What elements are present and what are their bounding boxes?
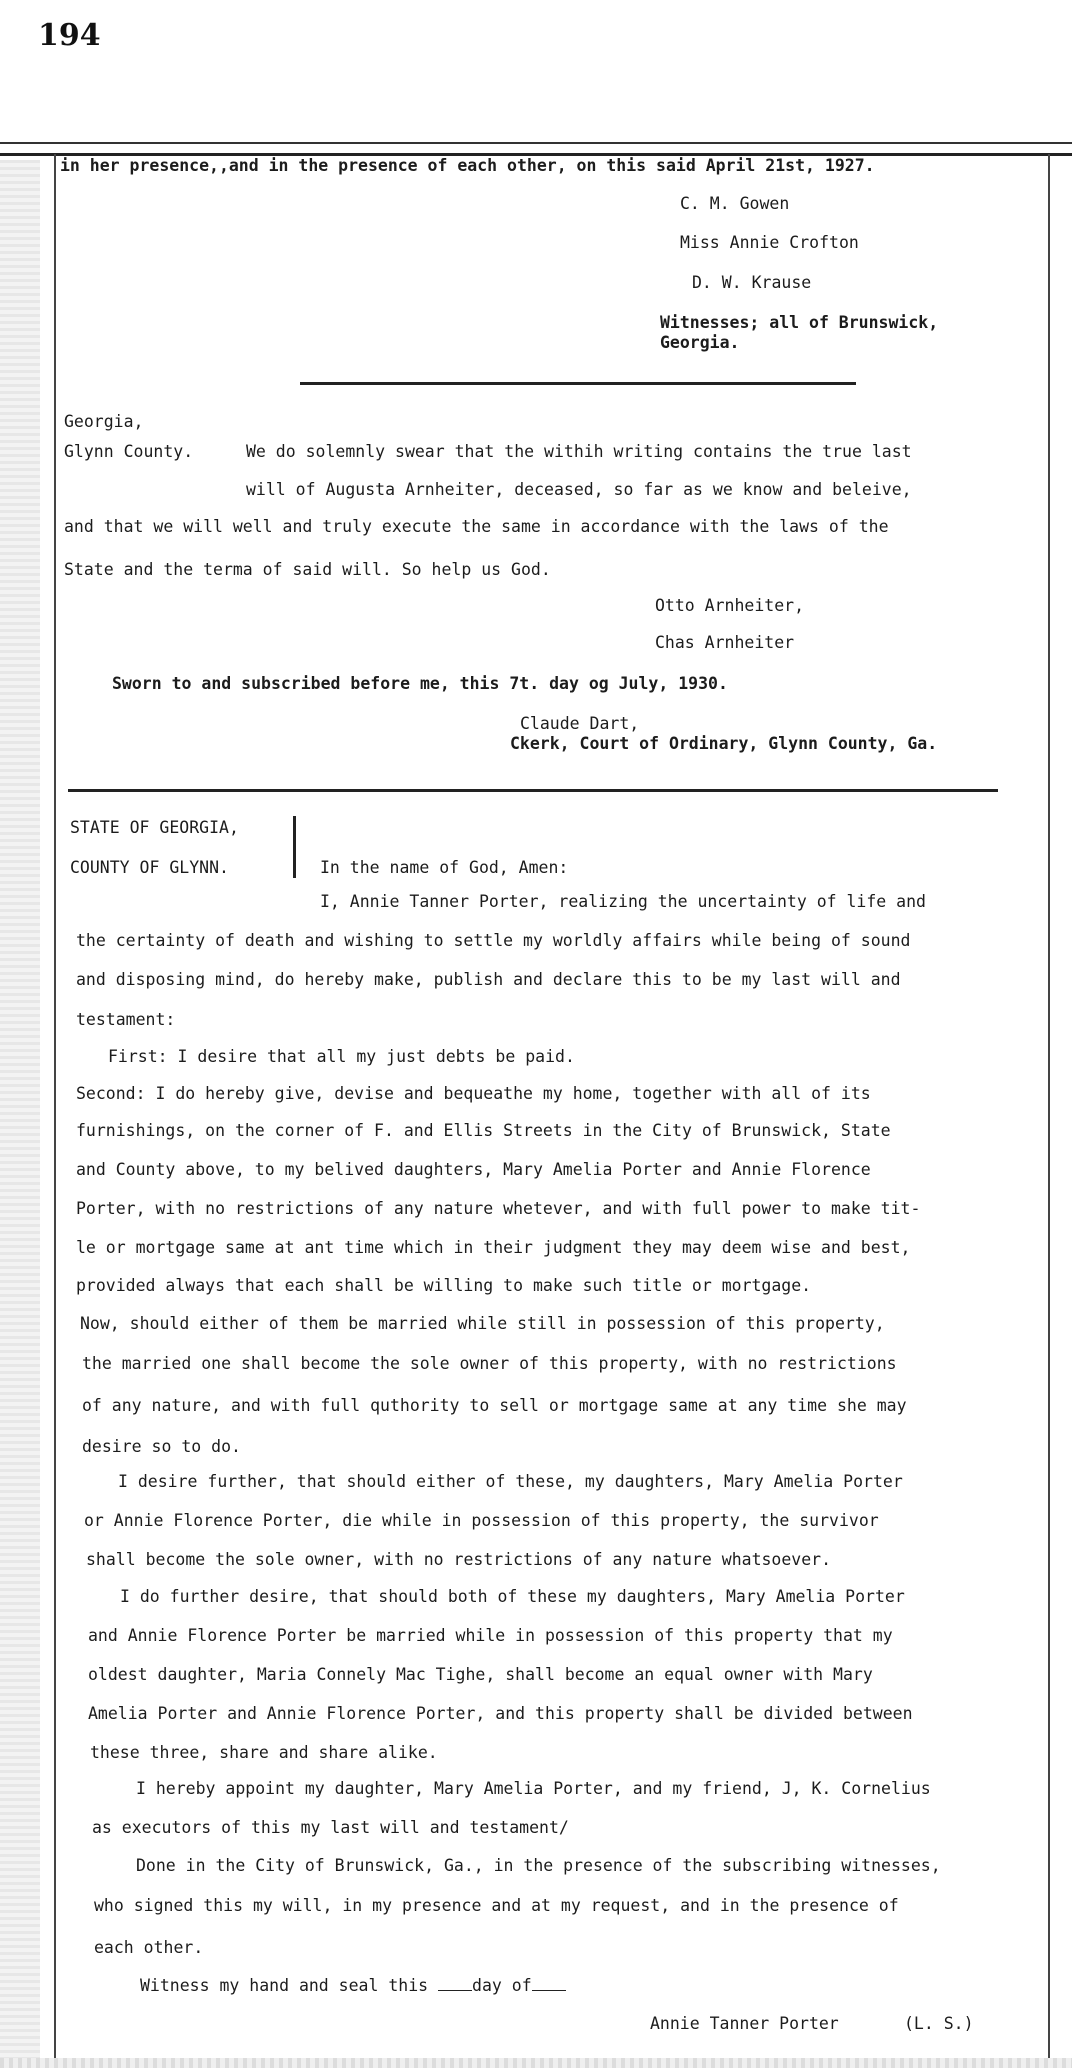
scan-bottom-edge [0,2058,1072,2068]
witness-name: D. W. Krause [692,273,812,292]
testator-signature: Annie Tanner Porter [650,2014,839,2033]
oath-signature: Otto Arnheiter, [655,596,805,615]
will-line: and Annie Florence Porter be married while in possession of this property that my [88,1626,893,1645]
will-line: Amelia Porter and Annie Florence Porter, and this property shall be divided between [88,1704,913,1723]
scan-edge [0,160,40,2068]
will-state: STATE OF GEORGIA, [70,818,239,837]
will-line: testament: [76,1010,176,1029]
will-county: COUNTY OF GLYNN. [70,858,229,877]
oath-state: Georgia, [64,412,144,431]
will-line: the married one shall become the sole owner of this property, with no restrictions [82,1354,897,1373]
witness-name: Miss Annie Crofton [680,233,859,252]
sworn-line: Sworn to and subscribed before me, this 7t. day og July, 1930. [112,674,728,693]
will-line: these three, share and share alike. [90,1743,438,1762]
will-line: oldest daughter, Maria Connely Mac Tighe, shall become an equal owner with Mary [88,1665,873,1684]
witness-note: Georgia. [660,333,740,352]
will-line: I desire further, that should either of these, my daughters, Mary Amelia Porter [118,1472,903,1491]
attestation-line: in her presence,,and in the presence of each other, on this said April 21st, 1927. [60,156,875,175]
top-rule [0,142,1072,144]
seal-mark: (L. S.) [904,2014,974,2033]
will-line: or Annie Florence Porter, die while in possession of this property, the survivor [84,1511,879,1530]
section-divider [300,382,856,385]
blank-month [532,1976,566,1991]
will-line: le or mortgage same at ant time which in their judgment they may deem wise and best, [76,1238,911,1257]
will-line: I hereby appoint my daughter, Mary Amelia Porter, and my friend, J, K. Cornelius [136,1779,931,1798]
will-line: Done in the City of Brunswick, Ga., in the presence of the subscribing witnesses, [136,1856,941,1875]
witness-clause-text: day of [472,1976,532,1995]
will-line: and disposing mind, do hereby make, publish and declare this to be my last will and [76,970,901,989]
will-line: as executors of this my last will and testament/ [92,1818,569,1837]
will-line: each other. [94,1938,204,1957]
oath-line: and that we will well and truly execute the same in accordance with the laws of the [64,517,889,536]
witness-clause-text: Witness my hand and seal this [140,1976,429,1995]
will-line: I do further desire, that should both of these my daughters, Mary Amelia Porter [120,1587,905,1606]
will-line: desire so to do. [82,1437,241,1456]
clerk-name: Claude Dart, [520,714,640,733]
will-line: Second: I do hereby give, devise and bequeathe my home, together with all of its [76,1084,871,1103]
oath-county: Glynn County. [64,442,194,461]
will-line: furnishings, on the corner of F. and Ellis Streets in the City of Brunswick, State [76,1121,891,1140]
page-number: 194 [38,18,101,53]
oath-line: State and the terma of said will. So help us God. [64,560,551,579]
will-line: who signed this my will, in my presence and at my request, and in the presence of [94,1896,899,1915]
will-line: provided always that each shall be willing to make such title or mortgage. [76,1276,812,1295]
invocation: In the name of God, Amen: [320,858,569,877]
blank-day [438,1976,472,1991]
witness-name: C. M. Gowen [680,194,790,213]
witness-note: Witnesses; all of Brunswick, [660,313,939,332]
oath-line: will of Augusta Arnheiter, deceased, so far as we know and beleive, [246,480,912,499]
oath-line: We do solemnly swear that the withih writing contains the true last [246,442,912,461]
caption-brace [293,816,296,878]
will-line: the certainty of death and wishing to settle my worldly affairs while being of sound [76,931,911,950]
will-line: Porter, with no restrictions of any nature whetever, and with full power to make tit- [76,1199,921,1218]
will-line: First: I desire that all my just debts be paid. [108,1047,575,1066]
oath-signature: Chas Arnheiter [655,633,795,652]
witness-clause [140,1976,566,1996]
will-line: and County above, to my belived daughters, Mary Amelia Porter and Annie Florence [76,1160,871,1179]
will-line: shall become the sole owner, with no restrictions of any nature whatsoever. [86,1550,832,1569]
clerk-title: Ckerk, Court of Ordinary, Glynn County, Ga. [510,734,938,753]
ledger-frame [54,154,1050,2060]
section-divider [68,789,998,792]
will-line: of any nature, and with full quthority to sell or mortgage same at any time she may [82,1396,907,1415]
will-line: Now, should either of them be married while still in possession of this property, [80,1314,885,1333]
will-line: I, Annie Tanner Porter, realizing the uncertainty of life and [320,892,926,911]
